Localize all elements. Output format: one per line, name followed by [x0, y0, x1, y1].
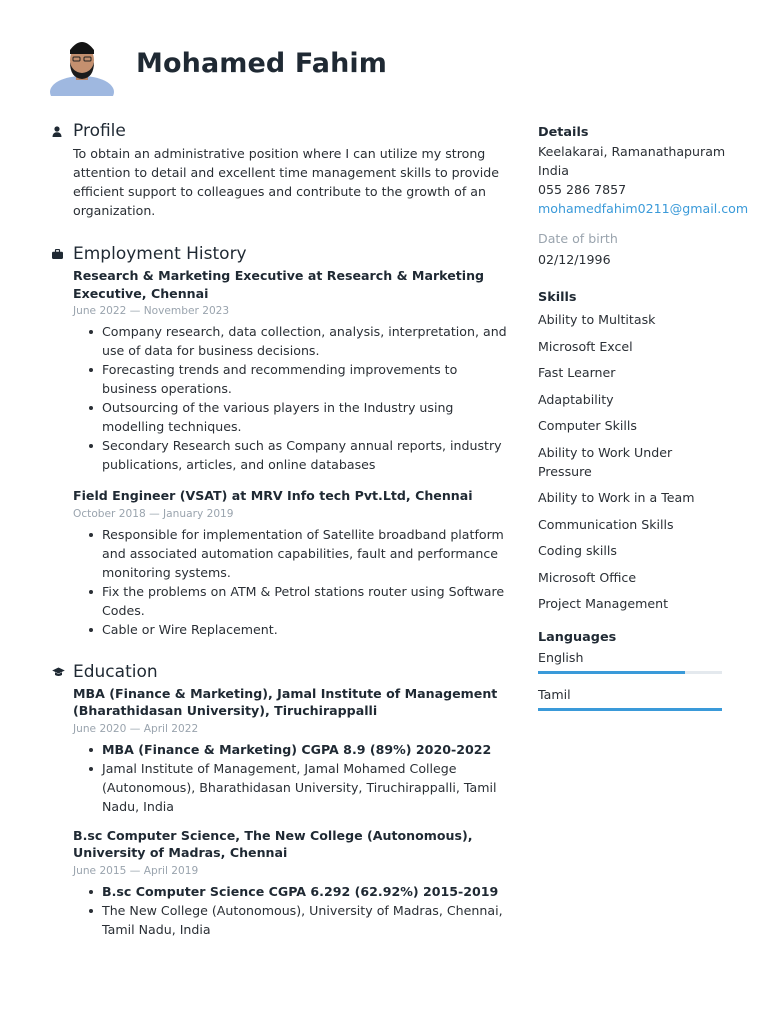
sidebar	[538, 124, 749, 723]
job-duties	[83, 322, 512, 474]
employment-heading: Employment History	[73, 244, 247, 264]
list-item: B.sc Computer Science CGPA 6.292 (62.92%) 2015-2019	[83, 882, 512, 901]
skill-item: Coding skills	[538, 543, 617, 558]
details-heading: Details	[538, 125, 589, 140]
language-item	[538, 649, 734, 674]
job-dates: October 2018 — January 2019	[73, 507, 234, 520]
list-item: Secondary Research such as Company annual reports, industry publications, articles, and online databases	[83, 436, 512, 474]
dob-value: 02/12/1996	[538, 252, 611, 267]
skill-item: Ability to Work Under Pressure	[538, 444, 673, 479]
list-item: Jamal Institute of Management, Jamal Mohamed College (Autonomous), Bharathidasan University, Tiruchirappalli, Tamil Nadu, India	[83, 759, 512, 816]
phone-number: 055 286 7857	[538, 182, 627, 197]
education-details	[83, 740, 512, 816]
job-title: Research & Marketing Executive at Research & Marketing Executive, Chennai	[73, 268, 485, 301]
education-dates: June 2020 — April 2022	[73, 722, 199, 735]
education-details	[83, 882, 512, 939]
candidate-name: Mohamed Fahim	[136, 48, 388, 79]
skill-item: Adaptability	[538, 391, 614, 407]
email-link[interactable]: mohamedfahim0211@gmail.com	[538, 201, 749, 216]
skills-section	[538, 289, 734, 613]
list-item: Cable or Wire Replacement.	[83, 620, 512, 639]
list-item: Fix the problems on ATM & Petrol stations router using Software Codes.	[83, 582, 512, 620]
skill-item: Microsoft Excel	[538, 338, 633, 354]
profile-photo	[48, 32, 116, 96]
employment-section	[52, 243, 512, 639]
list-item: Outsourcing of the various players in the Industry using modelling techniques.	[83, 398, 512, 436]
details-section	[538, 124, 749, 269]
education-entry	[73, 685, 512, 816]
job-dates: June 2022 — November 2023	[73, 305, 230, 317]
address-line: Keelakarai, Ramanathapuram	[538, 144, 726, 159]
language-item	[538, 686, 734, 711]
dob-label: Date of birth	[538, 231, 618, 246]
briefcase-icon	[52, 246, 73, 262]
skill-item: Microsoft Office	[538, 569, 637, 585]
languages-section	[538, 629, 734, 711]
profile-text: To obtain an administrative position where I can utilize my strong attention to detail and excellent time management skills to provide efficient support to colleagues and contribute to the growth of an organization.	[73, 146, 499, 218]
skill-item: Fast Learner	[538, 365, 616, 380]
language-name: English	[538, 650, 584, 665]
skill-item: Ability to Multitask	[538, 312, 656, 327]
languages-heading: Languages	[538, 630, 617, 645]
degree-title: B.sc Computer Science, The New College (Autonomous), University of Madras, Chennai	[73, 827, 473, 860]
language-level-fill	[538, 671, 685, 674]
skill-item: Communication Skills	[538, 516, 674, 532]
language-level-bar	[538, 671, 722, 674]
list-item: Company research, data collection, analysis, interpretation, and use of data for business decisions.	[83, 322, 512, 360]
skills-heading: Skills	[538, 290, 577, 305]
list-item: MBA (Finance & Marketing) CGPA 8.9 (89%) 2020-2022	[83, 740, 512, 759]
job-duties	[83, 525, 512, 639]
education-entry	[73, 827, 512, 939]
skill-item: Computer Skills	[538, 418, 637, 433]
resume-header	[48, 32, 728, 96]
main-column	[52, 120, 512, 939]
job-title: Field Engineer (VSAT) at MRV Info tech Pvt.Ltd, Chennai	[73, 488, 473, 503]
list-item: Responsible for implementation of Satellite broadband platform and associated automation capabilities, fault and performance monitoring systems.	[83, 525, 512, 582]
education-section	[52, 661, 512, 939]
skill-item: Project Management	[538, 596, 669, 611]
job-entry	[73, 487, 512, 639]
education-heading: Education	[73, 661, 158, 682]
language-level-bar	[538, 708, 722, 711]
language-level-fill	[538, 708, 722, 711]
profile-section	[52, 120, 512, 220]
profile-heading: Profile	[73, 121, 126, 141]
job-entry	[73, 267, 512, 474]
graduation-cap-icon	[52, 664, 73, 680]
education-dates: June 2015 — April 2019	[73, 864, 199, 877]
list-item: Forecasting trends and recommending improvements to business operations.	[83, 360, 512, 398]
language-name: Tamil	[538, 687, 571, 702]
person-icon	[52, 123, 73, 139]
degree-title: MBA (Finance & Marketing), Jamal Institute of Management (Bharathidasan University), Tiruchirappalli	[73, 685, 498, 718]
list-item: The New College (Autonomous), University of Madras, Chennai, Tamil Nadu, India	[83, 901, 512, 939]
skill-item: Ability to Work in a Team	[538, 490, 695, 505]
country-line: India	[538, 163, 569, 178]
